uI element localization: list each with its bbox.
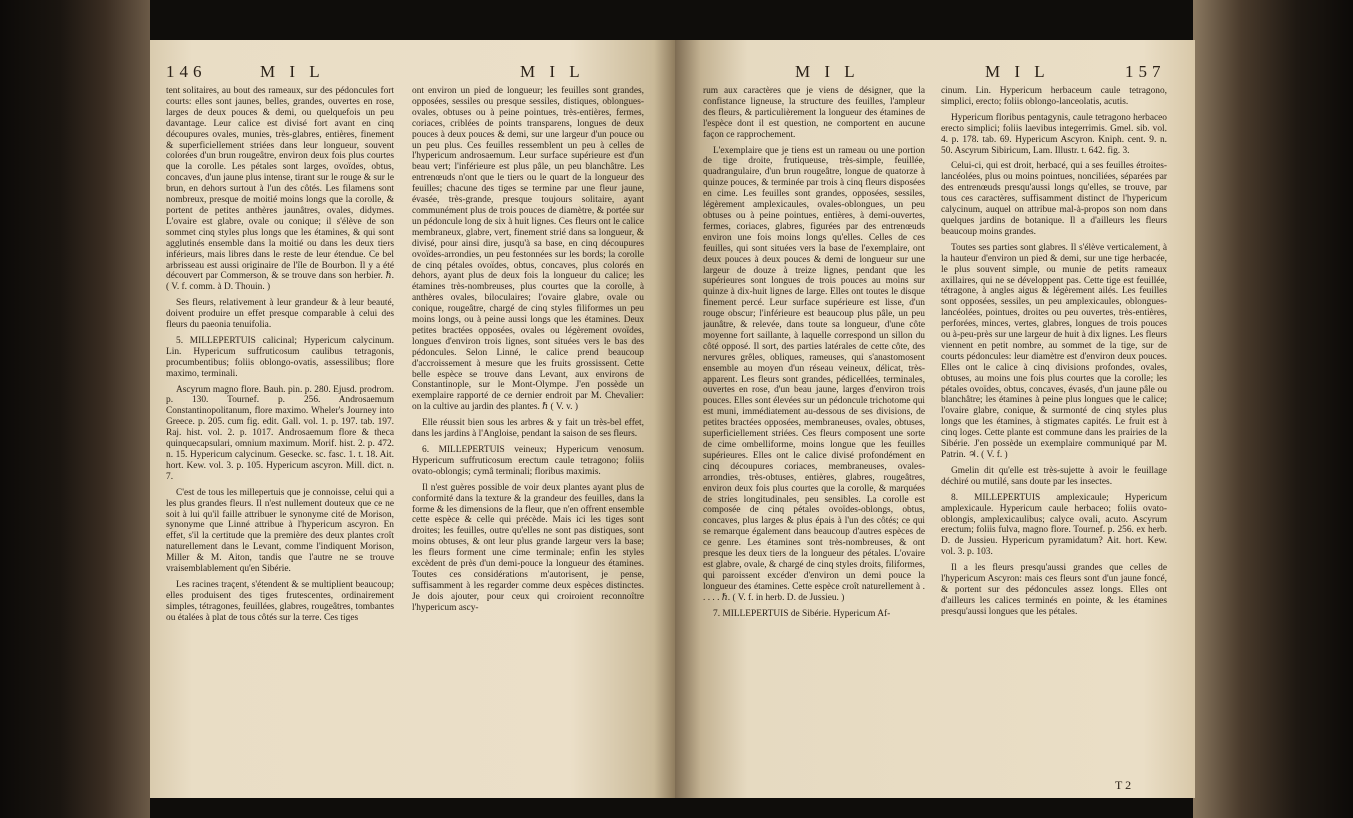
paragraph: 5. MILLEPERTUIS calicinal; Hypericum calycinum. Lin. Hypericum suffruticosum caulibus tetragonis, procumbentibus; foliis oblongo-ovatis, assessilibus; flore maximo, terminali. xyxy=(166,335,394,379)
running-head-right-col2: M I L xyxy=(985,62,1050,81)
page-number-left: 146 xyxy=(166,62,207,81)
left-page xyxy=(150,40,675,798)
page-number-right: 157 xyxy=(1125,62,1166,81)
paragraph: Elle réussit bien sous les arbres & y fait un très-bel effet, dans les jardins à l'Angloise, pendant la saison de ses fleurs. xyxy=(412,418,644,440)
paragraph: tent solitaires, au bout des rameaux, sur des pédoncules fort courts: elles sont jaunes, belles, grandes, ouvertes en rose, larges de deux pouces & demi, ou quelquefois un peu davantage. Leur calice est divisé fort avant en cinq découpures ovales, munies, très-glabres, entières, finement & superficiellement striées dans leur longueur, souvent colorées d'un brun rougeâtre, environ deux fois plus courtes que la corolle. Les pétales sont larges, ovoïdes, obtus, concaves, d'un jaune plus intense, tirant sur le rouge & sur le brun, en dehors surtout à l'un des côtés. Les filamens sont nombreux, presque de moitié moins longs que la corolle, & portent de petites anthères jaunâtres, ovales, didymes. L'ovaire est glabre, ovale ou conique; il s'élève de son sommet cinq styles plus longs que les étamines, & qui sont agglutinés ensemble dans la moitié ou dans les deux tiers inférieurs, mais libres dans le reste de leur étendue. Ce bel arbrisseau est aussi originaire de l'île de Bourbon. Il y a été découvert par Commerson, & se trouve dans son herbier. ℏ. ( V. f. comm. à D. Thouin. ) xyxy=(166,86,394,293)
right-page-column-2 xyxy=(941,86,1167,786)
running-head-right-col1: M I L xyxy=(795,62,860,81)
paragraph: Toutes ses parties sont glabres. Il s'élève verticalement, à la hauteur d'environ un pied & demi, sur une tige herbacée, le plus souvent simple, ou munie de petits rameaux axillaires, qui ne se développent pas. Cette tige est feuillée, tétragone, à angles aigus & légèrement ailés. Les feuilles sont opposées, sessiles, un peu amplexicaules, oblongues-lancéolées, pointues, droites ou peu ouvertes, très-entières, perforées, minces, vertes, glabres, longues de trois pouces ou à-peu-près sur une largeur de huit à dix lignes. Les fleurs viennent en petit nombre, au sommet de la tige, sur de courts pédoncules: leur diamètre est d'environ deux pouces. Elles ont le calice à cinq divisions profondes, ovales, obtuses, au moins une fois plus courtes que la corolle; les pétales ovoïdes, obtus, concaves, évasés, d'un jaune pâle ou blanchâtre; les étamines à peine plus longues que le calice; l'ovaire glabre, conique, & surmonté de cinq styles plus longs que les étamines, à stigmates capités. Le fruit est à cinq loges. Cette plante est commune dans les prairies de la Sibérie. J'en possède un exemplaire communiqué par M. Patrin. ♃. ( V. f. ) xyxy=(941,242,1167,460)
paragraph: Il n'est guères possible de voir deux plantes ayant plus de conformité dans la texture & la grandeur des feuilles, dans la forme & les dimensions de la fleur, que n'en offrent ensemble cette espèce & celle qui précède. Mais ici les tiges sont droites; les feuilles, outre qu'elles ne sont pas distiques, sont moins obtuses, & ont leur plus grande largeur vers la base; les fleurs forment une cime terminale; enfin les styles excèdent de près d'un demi-pouce la longueur des étamines. Toutes ces considérations m'autorisent, je pense, suffisamment à les regarder comme deux espèces distinctes. Je dois ajouter, pour ceux qui croiroient reconnoître l'hypericum ascy- xyxy=(412,482,644,613)
paragraph: Ascyrum magno flore. Bauh. pin. p. 280. Ejusd. prodrom. p. 130. Tournef. p. 256. Androsaemum Constantinopolitanum, flore maximo. Wheler's Journey into Greece. p. 205. cum fig. edit. Gall. vol. 1. p. 197. tab. 197. Raj. hist. vol. 2. p. 1017. Androsaemum flore & theca quinquecapsulari, omnium maximum. Morif. hist. 2. p. 472. n. 15. Hypericum calycinum. Gesecke. sc. fasc. 1. t. 18. Ait. hort. Kew. vol. 3. p. 105. Hypericum ascyron. Mill. dict. n. 7. xyxy=(166,384,394,482)
paragraph: Ses fleurs, relativement à leur grandeur & à leur beauté, doivent produire un effet presque comparable à celui des fleurs du paeonia tenuifolia. xyxy=(166,298,394,331)
paragraph: Il a les fleurs presqu'aussi grandes que celles de l'hypericum Ascyron: mais ces fleurs sont d'un jaune foncé, & portent sur des pédoncules assez longs. Elles ont d'ailleurs les calices terminés en pointe, & les étamines presqu'aussi longues que les pétales. xyxy=(941,563,1167,617)
left-page-column-2 xyxy=(412,86,644,786)
running-head-left-col1: M I L xyxy=(260,62,325,81)
paragraph: Celui-ci, qui est droit, herbacé, qui a ses feuilles étroites-lancéolées, plus ou moins pointues, nonciliées, séparées par des entrenœuds presqu'aussi longs qu'elles, se trouve, par tous ces caractères, suffisamment distinct de l'hypericum calycinum, auquel on attribue mal-à-propos son nom dans quelques jardins de botanique. Il a d'ailleurs les fleurs beaucoup moins grandes. xyxy=(941,161,1167,237)
paragraph: ont environ un pied de longueur; les feuilles sont grandes, opposées, sessiles ou presque sessiles, distiques, oblongues-ovales, obtuses ou à peine pointues, très-entières, fermes, coriaces, criblées de points transparens, longues de deux pouces à deux pouces & demi, sur une largeur d'un pouce ou un peu plus. Ces feuilles ressemblent un peu à celles de l'hypericum androsaemum. Leur surface supérieure est d'un beau vert; l'inférieure est plus pâle, un peu blanchâtre. Les entrenœuds n'ont que le tiers ou le quart de la longueur des feuilles; chacune des tiges se termine par une fleur jaune, évasée, très-grande, presque toujours solitaire, ayant communément plus de trois pouces de diamètre, & portée sur un pédoncule long de six à huit lignes. Ces fleurs ont le calice membraneux, glabre, vert, finement strié dans sa longueur, & divisé, pour ainsi dire, jusqu'à sa base, en cinq découpures ovoïdes-arrondies, un peu festonnées sur les bords; la corolle de cinq pétales ovoïdes, obtus, concaves, plus colorés en dehors, ayant plus de deux fois la longueur du calice; les étamines très-nombreuses, plus courtes que la corolle, à anthères ovales, biloculaires; l'ovaire glabre, ovale ou conique, rougeâtre, chargé de cinq styles filiformes un peu moins longs, ou à peine aussi longs que les étamines. Deux petites bractées opposées, ovales ou légèrement ovoïdes, longues d'environ trois lignes, sont situées vers le bas des pédoncules. Selon Linné, le calice prend beaucoup d'accroissement à mesure que les fruits grossissent. Cette belle espèce se trouve dans Levant, aux environs de Constantinople, sur le Mont-Olympe. J'en possède un exemplaire rapporté de ce dernier endroit par M. Chevalier: on la cultive au jardin des plantes. ℏ ( V. v. ) xyxy=(412,86,644,413)
left-cover-edge xyxy=(0,0,150,818)
paragraph: rum aux caractères que je viens de désigner, que la confistance ligneuse, la structure des feuilles, l'ampleur des fleurs, & particulièrement la longueur des étamines de l'espèce dont il est question, ne comportent en aucune façon ce rapprochement. xyxy=(703,86,925,140)
paragraph: 8. MILLEPERTUIS amplexicaule; Hypericum amplexicaule. Hypericum caule herbaceo; foliis ovato-oblongis, amplexicaulibus; calyce ovali, acuto. Ascyrum erectum; foliis fulva, magno flore. Tournef. p. 256. ex herb. D. de Jussieu. Hypericum pyramidatum? Ait. hort. Kew. vol. 3. p. 103. xyxy=(941,492,1167,558)
right-cover-edge xyxy=(1193,0,1353,818)
paragraph: cinum. Lin. Hypericum herbaceum caule tetragono, simplici, erecto; foliis oblongo-lanceolatis, acutis. xyxy=(941,86,1167,107)
paragraph: Gmelin dit qu'elle est très-sujette à avoir le feuillage déchiré ou mutilé, sans doute par les insectes. xyxy=(941,465,1167,487)
paragraph: 7. MILLEPERTUIS de Sibérie. Hypericum Af- xyxy=(713,608,891,619)
right-page-column-1 xyxy=(703,86,925,786)
paragraph: Hypericum floribus pentagynis, caule tetragono herbaceo erecto simplici; foliis laevibus integerrimis. Gmel. sib. vol. 4. p. 178. tab. 69. Hypericum Ascyron. Kniph. cent. 9. n. 50. Ascyrum Sibiricum, Lam. Illustr. t. 642. fig. 3. xyxy=(941,112,1167,156)
right-page xyxy=(675,40,1195,798)
running-head-left-col2: M I L xyxy=(520,62,585,81)
left-page-column-1 xyxy=(166,86,394,786)
paragraph: L'exemplaire que je tiens est un rameau ou une portion de tige droite, frutiqueuse, très-simple, feuillée, quadrangulaire, d'un brun rougeâtre, longue de quatorze à quinze pouces, & terminée par trois à cinq fleurs disposées en cime. Les feuilles sont grandes, opposées, sessiles, légèrement amplexicaules, ovales-oblongues, un peu obtuses ou à peine pointues, entières, à demi-ouvertes, fermes, coriaces, glabres, figurées par des entrenœuds environ une fois moins longs qu'elles. Celles de ces feuilles, qui sont situées vers la base de l'exemplaire, ont deux pouces à deux pouces & demi de longueur sur une largeur de douze à treize lignes, pendant que les supérieures sont longues de trois pouces au moins sur quinze à dix-huit lignes de large. Elles ont toutes le disque finement percé. Leur surface supérieure est lisse, d'un rouge obscur; l'inférieure est beaucoup plus pâle, un peu jaunâtre, & relevée, dans toute sa longueur, d'une côte moyenne fort saillante, à laquelle correspond un sillon du côté opposé. Il sort, des parties latérales de cette côte, des nervures grêles, obliques, rameuses, qui s'anastomosent ensemble au moyen d'un réseau veineux, délicat, très-apparent. Les fleurs sont grandes, pédicellées, terminales, ouvertes en rose, d'un beau jaune, larges d'environ trois pouces. Elles sont élevées sur un pédoncule trichotome qui est muni, immédiatement au-dessous de ses divisions, de petites bractées opposées, membraneuses, ovales, obtuses, superficiellement striées. Ces fleurs composent une sorte de cime ombelliforme, moins longue que les feuilles supérieures. Elles ont le calice divisé profondément en cinq découpures coriaces, membraneuses, ovales-arrondies, très-obtuses, entières, glabres, rougeâtres, environ deux fois plus courtes que la corolle, & marquées de stries longitudinales, peu sensibles. La corolle est composée de cinq pétales ovoïdes-oblongs, obtus, concaves, plus larges & plus épais à l'un des côtés; ce qui se remarque également dans beaucoup d'autres espèces de ce genre. Les étamines sont très-nombreuses, & ont presque les deux tiers de la longueur des pétales. L'ovaire est glabre, ovale, & chargé de cinq styles droits, filiformes, qui paroissent excéder d'environ un demi pouce la longueur des étamines. Cette espèce croît naturellement à . . . . . ℏ. ( V. f. in herb. D. de Jussieu. ) xyxy=(703,145,925,603)
signature-mark: T 2 xyxy=(1115,778,1132,792)
paragraph: 6. MILLEPERTUIS veineux; Hypericum venosum. Hypericum suffruticosum erectum caule tetragono; foliis ovato-oblongis; cymâ terminali; floribus maximis. xyxy=(412,445,644,477)
paragraph: C'est de tous les millepertuis que je connoisse, celui qui a les plus grandes fleurs. Il n'est nullement douteux que ce ne soit à lui qu'il faille attribuer le synonyme cité de Morison, synonyme que Linné attribue à l'hypericum ascyron. En effet, s'il la certitude que la première des deux plantes croît naturellement dans le Levant, comme l'indiquent Morison, Miller & M. Aiton, tandis que l'autre ne se trouve vraisemblablement qu'en Sibérie. xyxy=(166,487,394,575)
paragraph: Les racines traçent, s'étendent & se multiplient beaucoup; elles produisent des tiges frutescentes, ordinairement simples, tétragones, feuillées, glabres, rougeâtres, tombantes ou étalées à plat de tous côtés sur la terre. Ces tiges xyxy=(166,579,394,623)
